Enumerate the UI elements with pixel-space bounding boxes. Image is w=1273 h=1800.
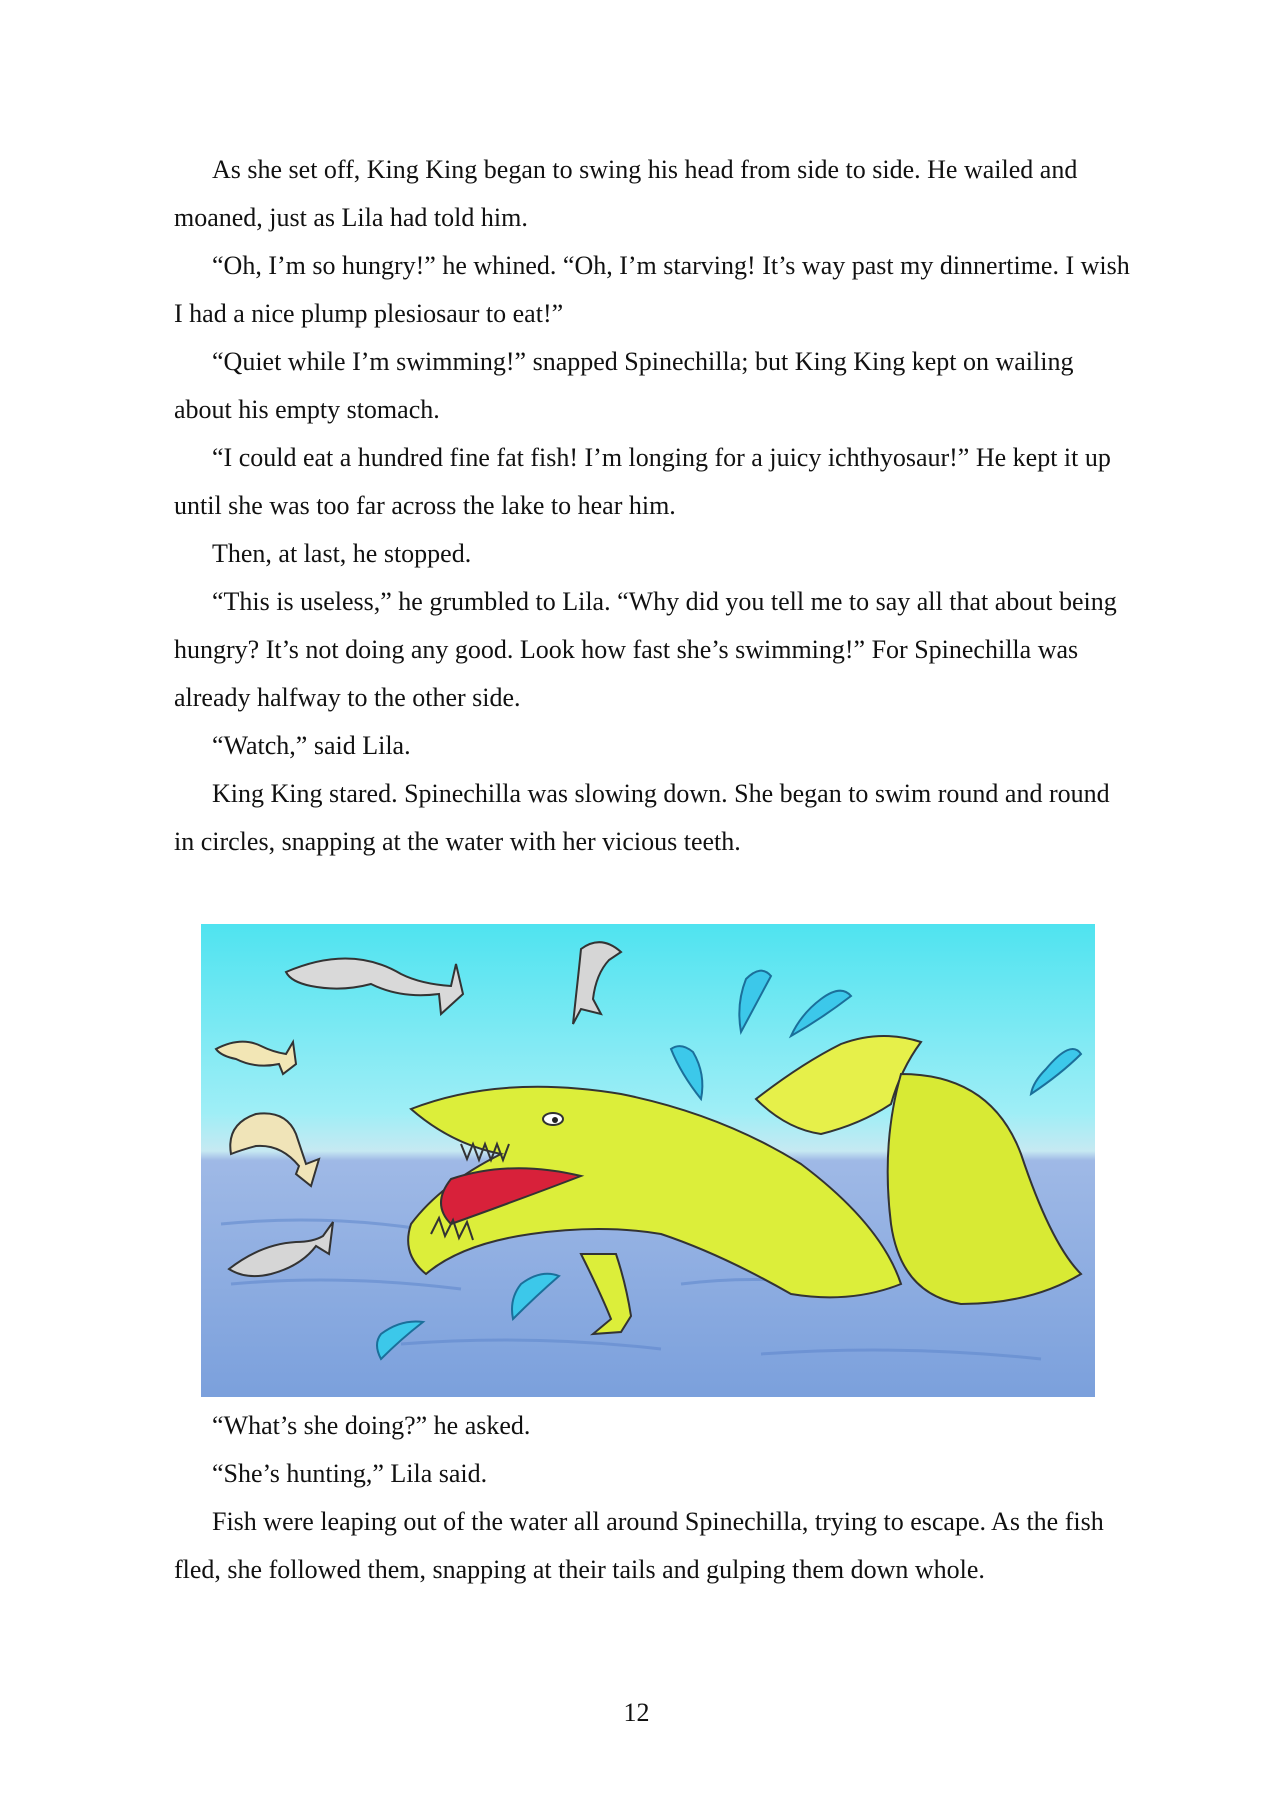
paragraph: King King stared. Spinechilla was slowing down. She began to swim round and round in circles, snapping at the water with her vicious teeth. bbox=[174, 779, 1110, 856]
paragraph: “I could eat a hundred fine fat fish! I’m longing for a juicy ichthyosaur!” He kept it up until she was too far across the lake to hear him. bbox=[174, 443, 1111, 520]
paragraph: “This is useless,” he grumbled to Lila. “Why did you tell me to say all that about being hungry? It’s not doing any good. Look how fast she’s swimming!” For Spinechilla was already halfway to the other side. bbox=[174, 587, 1117, 712]
paragraph: “Oh, I’m so hungry!” he whined. “Oh, I’m starving! It’s way past my dinnertime. I wish I had a nice plump plesiosaur to eat!” bbox=[174, 251, 1130, 328]
spinechilla-illustration bbox=[201, 924, 1095, 1397]
creature-pupil bbox=[552, 1117, 558, 1123]
paragraph: “What’s she doing?” he asked. bbox=[212, 1411, 531, 1440]
paragraph: “Watch,” said Lila. bbox=[212, 731, 411, 760]
paragraph: “Quiet while I’m swimming!” snapped Spinechilla; but King King kept on wailing about his empty stomach. bbox=[174, 347, 1074, 424]
text-block-top bbox=[174, 146, 1134, 866]
text-block-bottom bbox=[174, 1402, 1134, 1594]
paragraph: Fish were leaping out of the water all around Spinechilla, trying to escape. As the fish fled, she followed them, snapping at their tails and gulping them down whole. bbox=[174, 1507, 1104, 1584]
paragraph: Then, at last, he stopped. bbox=[212, 539, 472, 568]
paragraph: “She’s hunting,” Lila said. bbox=[212, 1459, 488, 1488]
paragraph: As she set off, King King began to swing his head from side to side. He wailed and moaned, just as Lila had told him. bbox=[174, 155, 1078, 232]
illustration-canvas bbox=[201, 924, 1095, 1397]
page-number: 12 bbox=[623, 1698, 650, 1727]
